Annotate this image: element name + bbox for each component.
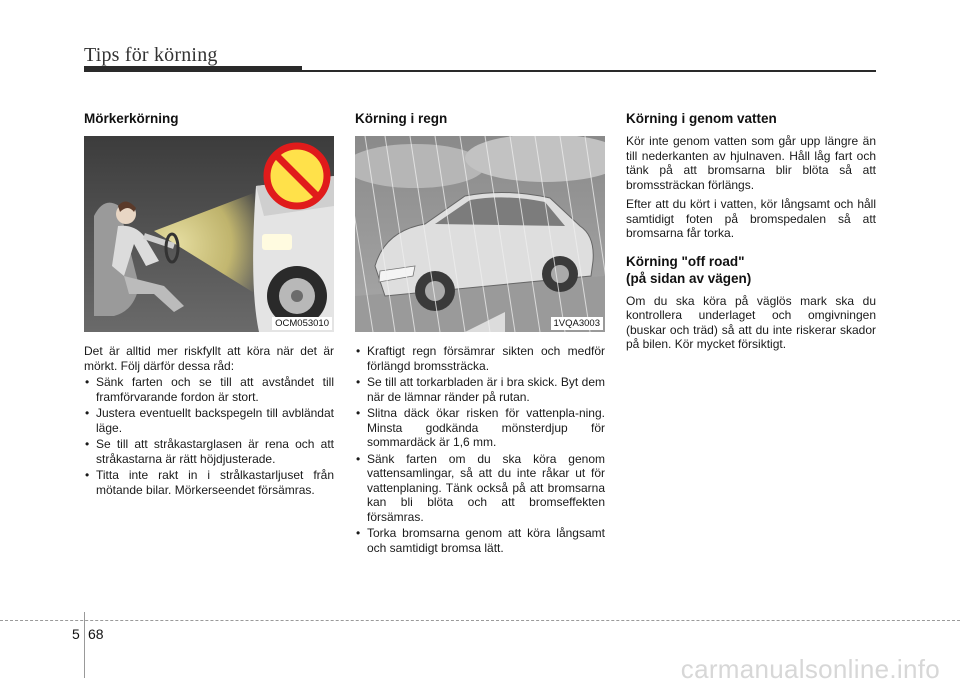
section-heading: Körning i regn [355, 111, 448, 126]
list-item: • Slitna däck ökar risken för vattenpla-ning. Minsta godkända mönsterdjup för sommardäck är 1,6 mm. [355, 406, 605, 450]
chapter-number: 5 [72, 626, 80, 642]
intro-text: Det är alltid mer riskfyllt att köra när det är mörkt. Följ därför dessa råd: [84, 344, 334, 373]
list-item: • Sänk farten om du ska köra genom vattensamlingar, så att du inte råkar ut för vattenplaning. Tänk också på att bromsarna kan bli blöta och att bromseffekten försämras. [355, 452, 605, 525]
list-item: • Sänk farten och se till att avståndet till framförvarande fordon är stort. [84, 375, 334, 404]
list-item: • Justera eventuellt backspegeln till avbländat läge. [84, 406, 334, 435]
page-header-title: Tips för körning [84, 44, 218, 66]
page-number: 68 [88, 626, 104, 642]
section-night-driving [84, 110, 334, 499]
water-paragraph-2: Efter att du kört i vatten, kör långsamt och håll samtidigt foten på bromspedalen så att bromsarna får torka. [626, 197, 876, 240]
list-item: • Se till att stråkastarglasen är rena och att stråkastarna är rätt höjdjusterade. [84, 437, 334, 466]
section-heading: Mörkerkörning [84, 111, 179, 126]
offroad-heading-line2: (på sidan av vägen) [626, 270, 752, 286]
offroad-paragraph: Om du ska köra på väglös mark ska du kontrollera underlaget och omgivningen (buskar och träd) så att du inte riskerar skador på bilen. Kör mycket försiktigt. [626, 293, 876, 351]
rain-driving-illustration [355, 136, 605, 332]
rain-driving-image [355, 136, 605, 332]
header-rule-thick [84, 66, 302, 72]
footer-divider [84, 612, 85, 678]
offroad-heading-line1: Körning "off road" [626, 253, 745, 269]
list-item: • Titta inte rakt in i strålkastarljuset från mötande bilar. Mörkerseendet försämras. [84, 468, 334, 497]
footer-rule [0, 620, 960, 621]
water-paragraph-1: Kör inte genom vatten som går upp längre än till nederkanten av hjulnaven. Håll låg fart och tänk på att bromsarna blir blöta så att bromssträckan förlängs. [626, 134, 876, 192]
offroad-heading [626, 253, 876, 287]
figure-code: OCM053010 [272, 317, 332, 330]
watermark-text: carmanualsonline.info [680, 654, 940, 684]
rain-tips-list [355, 344, 605, 555]
night-tips-list [84, 375, 334, 497]
figure-code: 1VQA3003 [551, 317, 603, 330]
list-item: • Kraftigt regn försämrar sikten och medför förlängd bromssträcka. [355, 344, 605, 373]
list-item: • Se till att torkarbladen är i bra skick. Byt dem när de lämnar ränder på rutan. [355, 375, 605, 404]
list-item: • Torka bromsarna genom att köra långsamt och samtidigt bromsa lätt. [355, 526, 605, 555]
section-water-driving [626, 110, 876, 352]
header-rule-thin [302, 70, 876, 72]
night-driving-image [84, 136, 334, 332]
section-rain-driving [355, 110, 605, 557]
night-driving-illustration [84, 136, 334, 332]
section-heading: Körning i genom vatten [626, 111, 777, 126]
